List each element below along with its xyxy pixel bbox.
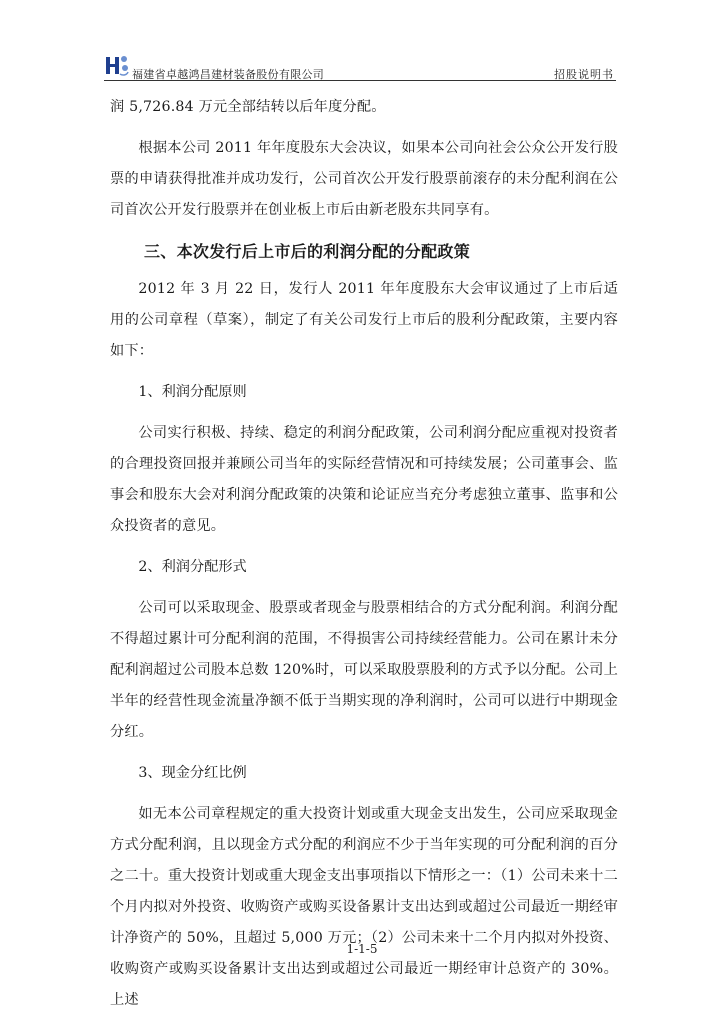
paragraph: 如无本公司章程规定的重大投资计划或重大现金支出发生，公司应采取现金方式分配利润，且以现金方式分配的利润应不少于当年实现的可分配利润的百分之二十。重大投资计划或重大现金支出事项指以下情形之一：（1）公司未来十二个月内拟对外投资、收购资产或购买设备累计支出达到或超过公司最近一期经审计净资产的 50%，且超过 5,000 万元；（2）公司未来十二个月内拟对外投资、收购资产或购买设备累计支出达到或超过公司最近一期经审计总资产的 30%。上述: [110, 806, 618, 1008]
subsection-heading: 3、现金分红比例: [138, 765, 247, 781]
page-number: 1-1-5: [346, 942, 378, 956]
subsection-heading: 2、利润分配形式: [138, 559, 247, 575]
page-header: [104, 50, 616, 80]
document-body: [110, 92, 618, 1016]
document-type: 招股说明书: [554, 68, 614, 81]
paragraph: 根据本公司 2011 年年度股东大会决议，如果本公司向社会公众公开发行股票的申请获得批准并成功发行，公司首次公开发行股票前滚存的未分配利润在公司首次公开发行股票并在创业板上市后由新老股东共同享有。: [110, 140, 618, 218]
subsection-heading: 1、利润分配原则: [138, 384, 247, 400]
paragraph: 公司实行积极、持续、稳定的利润分配政策，公司利润分配应重视对投资者的合理投资回报并兼顾公司当年的实际经营情况和可持续发展；公司董事会、监事会和股东大会对利润分配政策的决策和论证应当充分考虑独立董事、监事和公众投资者的意见。: [110, 425, 618, 534]
paragraph: 2012 年 3 月 22 日，发行人 2011 年年度股东大会审议通过了上市后适用的公司章程（草案），制定了有关公司发行上市后的股利分配政策，主要内容如下：: [110, 281, 618, 359]
company-name: 福建省卓越鸿昌建材装备股份有限公司: [132, 68, 325, 81]
paragraph: 润 5,726.84 万元全部结转以后年度分配。: [110, 99, 386, 115]
company-logo-icon: [104, 52, 130, 78]
paragraph: 公司可以采取现金、股票或者现金与股票相结合的方式分配利润。利润分配不得超过累计可分配利润的范围，不得损害公司持续经营能力。公司在累计未分配利润超过公司股本总数 120%时，可以采取股票股利的方式予以分配。公司上半年的经营性现金流量净额不低于当期实现的净利润时，公司可以进行中期现金分红。: [110, 600, 618, 740]
header-rule: [104, 80, 616, 81]
section-heading: 三、本次发行后上市后的利润分配的分配政策: [144, 242, 471, 261]
